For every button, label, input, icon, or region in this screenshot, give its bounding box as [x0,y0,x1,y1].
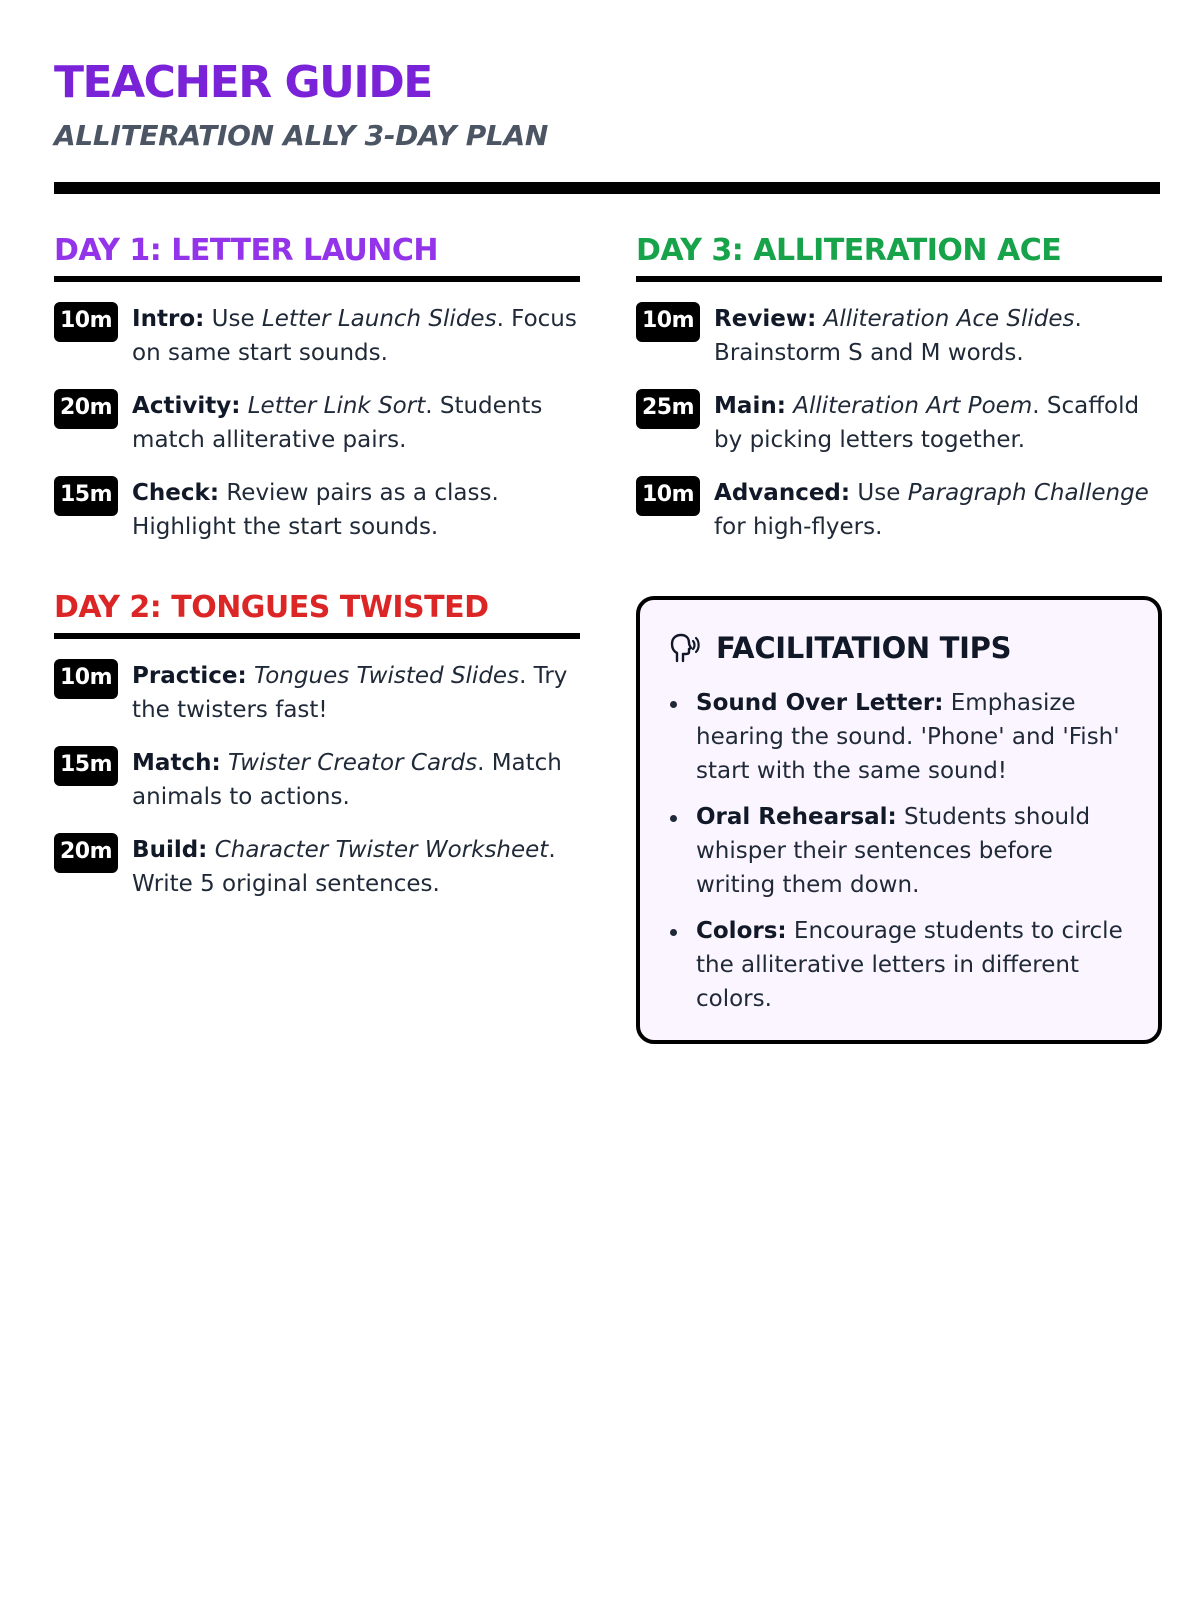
header-divider [54,182,1160,194]
activity-text [714,389,1162,457]
activity-item [54,302,580,370]
tip-label: Oral Rehearsal: [696,804,897,830]
activity-text-pre: Use [850,480,908,506]
activity-text-post: . Students match alliterative pairs. [132,393,543,453]
activity-text-post: . Focus on same start sounds. [132,306,577,366]
activity-item [636,389,1162,457]
day-1-activities [54,302,580,544]
activity-text-pre: Use [204,306,262,332]
day-3-heading: DAY 3: ALLITERATION ACE [636,232,1162,282]
tips-title: FACILITATION TIPS [716,631,1012,665]
page-title: TEACHER GUIDE [54,57,432,108]
activity-label: Practice: [132,663,247,689]
activity-text [132,389,580,457]
activity-text [132,746,580,814]
time-badge: 20m [54,389,118,429]
activity-text-pre [816,306,823,332]
resource-name: Alliteration Art Poem [793,393,1033,419]
time-badge: 25m [636,389,700,429]
speaking-head-icon [668,631,702,665]
activity-label: Activity: [132,393,241,419]
activity-text-post: . Write 5 original sentences. [132,837,556,897]
resource-name: Letter Link Sort [247,393,426,419]
resource-name: Paragraph Challenge [907,480,1149,506]
activity-text-post: . Try the twisters fast! [132,663,568,723]
activity-text [132,659,580,727]
activity-text-post: . Brainstorm S and M words. [714,306,1082,366]
tips-list [668,686,1130,1016]
activity-text [132,302,580,370]
tip-text: Encourage students to circle the alliterative letters in different colors. [696,918,1123,1012]
activity-item [54,833,580,901]
activity-text [132,833,580,901]
activity-text-pre [240,393,247,419]
activity-label: Build: [132,837,208,863]
resource-name: Alliteration Ace Slides [823,306,1075,332]
tips-header [668,630,1130,666]
activity-text-pre [221,750,228,776]
activity-label: Main: [714,393,786,419]
activity-text-post: . Scaffold by picking letters together. [714,393,1140,453]
day-2-heading: DAY 2: TONGUES TWISTED [54,589,580,639]
day-3-activities [636,302,1162,544]
activity-text-pre [247,663,254,689]
day-2-section [54,589,580,920]
day-2-activities [54,659,580,901]
time-badge: 10m [54,659,118,699]
activity-label: Match: [132,750,221,776]
resource-name: Tongues Twisted Slides [254,663,520,689]
activity-label: Review: [714,306,817,332]
resource-name: Twister Creator Cards [227,750,478,776]
time-badge: 10m [54,302,118,342]
activity-text [132,476,580,544]
tip-item [668,686,1130,788]
activity-text [714,302,1162,370]
day-3-section [636,232,1162,563]
activity-text [714,476,1162,544]
tip-item [668,914,1130,1016]
resource-name: Letter Launch Slides [261,306,497,332]
activity-text-post: for high-flyers. [714,514,883,540]
activity-text-post: . Match animals to actions. [132,750,562,810]
day-1-heading: DAY 1: LETTER LAUNCH [54,232,580,282]
activity-item [54,389,580,457]
page-subtitle: ALLITERATION ALLY 3-DAY PLAN [54,119,548,152]
activity-item [54,746,580,814]
time-badge: 10m [636,302,700,342]
resource-name: Character Twister Worksheet [214,837,549,863]
tip-label: Colors: [696,918,787,944]
tip-text: Students should whisper their sentences before writing them down. [696,804,1091,898]
activity-item [54,476,580,544]
facilitation-tips-box [636,596,1162,1044]
activity-text-pre [207,837,214,863]
activity-item [54,659,580,727]
tip-item [668,800,1130,902]
activity-label: Advanced: [714,480,851,506]
tip-text: Emphasize hearing the sound. 'Phone' and 'Fish' start with the same sound! [696,690,1120,784]
time-badge: 15m [54,476,118,516]
activity-label: Check: [132,480,220,506]
activity-item [636,302,1162,370]
day-1-section [54,232,580,563]
activity-label: Intro: [132,306,205,332]
tip-label: Sound Over Letter: [696,690,944,716]
activity-text-pre: Review pairs as a class. Highlight the start sounds. [132,480,499,540]
activity-item [636,476,1162,544]
time-badge: 10m [636,476,700,516]
time-badge: 15m [54,746,118,786]
time-badge: 20m [54,833,118,873]
